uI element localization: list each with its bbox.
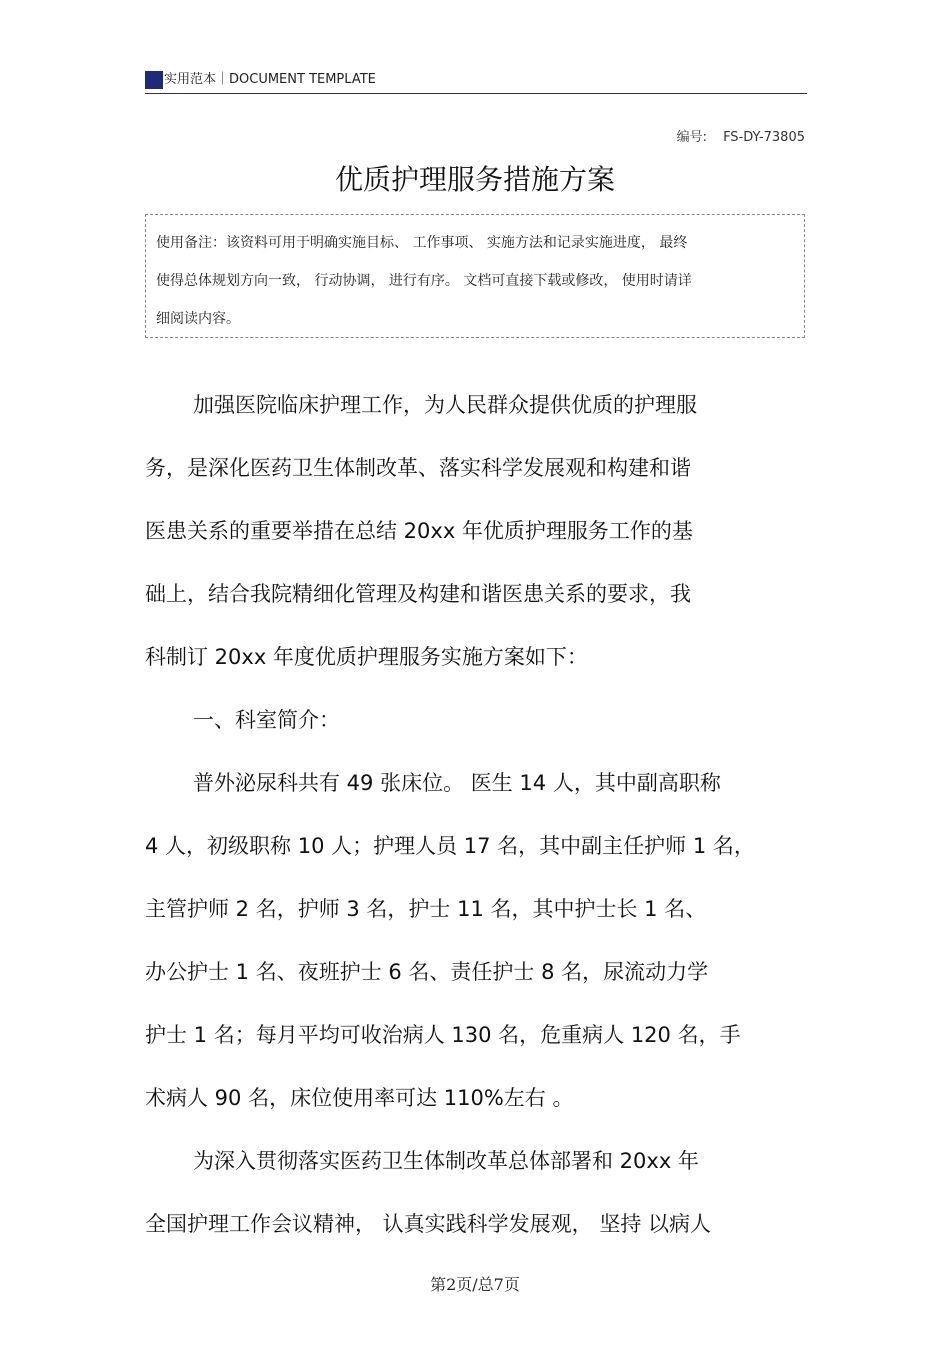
page-indicator: 第2页/总7页 xyxy=(430,1275,520,1294)
body-line: 护士 1 名；每月平均可收治病人 130 名，危重病人 120 名，手 xyxy=(145,1023,741,1047)
notice-line: 使得总体规划方向一致， 行动协调， 进行有序。 文档可直接下载或修改， 使用时请详 xyxy=(156,273,692,289)
section-heading: 一、科室简介： xyxy=(193,708,340,732)
document-number xyxy=(677,126,805,145)
body-line: 为深入贯彻落实医药卫生体制改革总体部署和 20xx 年 xyxy=(193,1149,699,1173)
document-body xyxy=(145,374,810,1256)
body-line: 科制订 20xx 年度优质护理服务实施方案如下： xyxy=(145,645,588,669)
document-title: 优质护理服务措施方案 xyxy=(334,163,615,196)
template-logo-square xyxy=(145,71,163,89)
header-divider xyxy=(145,93,807,94)
body-line: 务，是深化医药卫生体制改革、落实科学发展观和构建和谐 xyxy=(145,456,691,480)
body-line: 全国护理工作会议精神， 认真实践科学发展观， 坚持 以病人 xyxy=(145,1212,712,1236)
usage-notice-box xyxy=(145,214,805,338)
body-line: 4 人，初级职称 10 人；护理人员 17 名，其中副主任护师 1 名， xyxy=(145,834,755,858)
body-line: 办公护士 1 名、夜班护士 6 名、责任护士 8 名，尿流动力学 xyxy=(145,960,709,984)
header-label: 实用范本｜DOCUMENT TEMPLATE xyxy=(164,72,376,87)
body-line: 主管护师 2 名，护师 3 名，护士 11 名，其中护士长 1 名、 xyxy=(145,897,707,921)
body-line: 医患关系的重要举措在总结 20xx 年优质护理服务工作的基 xyxy=(145,519,693,543)
body-line: 普外泌尿科共有 49 张床位。 医生 14 人，其中副高职称 xyxy=(193,771,721,795)
body-line: 加强医院临床护理工作，为人民群众提供优质的护理服 xyxy=(193,393,697,417)
notice-line: 细阅读内容。 xyxy=(156,311,240,327)
document-number-label: 编号: xyxy=(676,130,708,145)
body-line: 础上，结合我院精细化管理及构建和谐医患关系的要求，我 xyxy=(145,582,691,606)
body-line: 术病人 90 名，床位使用率可达 110%左右 。 xyxy=(145,1086,574,1110)
document-number-value: FS-DY-73805 xyxy=(723,130,805,145)
notice-line: 使用备注：该资料可用于明确实施目标、 工作事项、 实施方法和记录实施进度， 最终 xyxy=(156,235,688,251)
